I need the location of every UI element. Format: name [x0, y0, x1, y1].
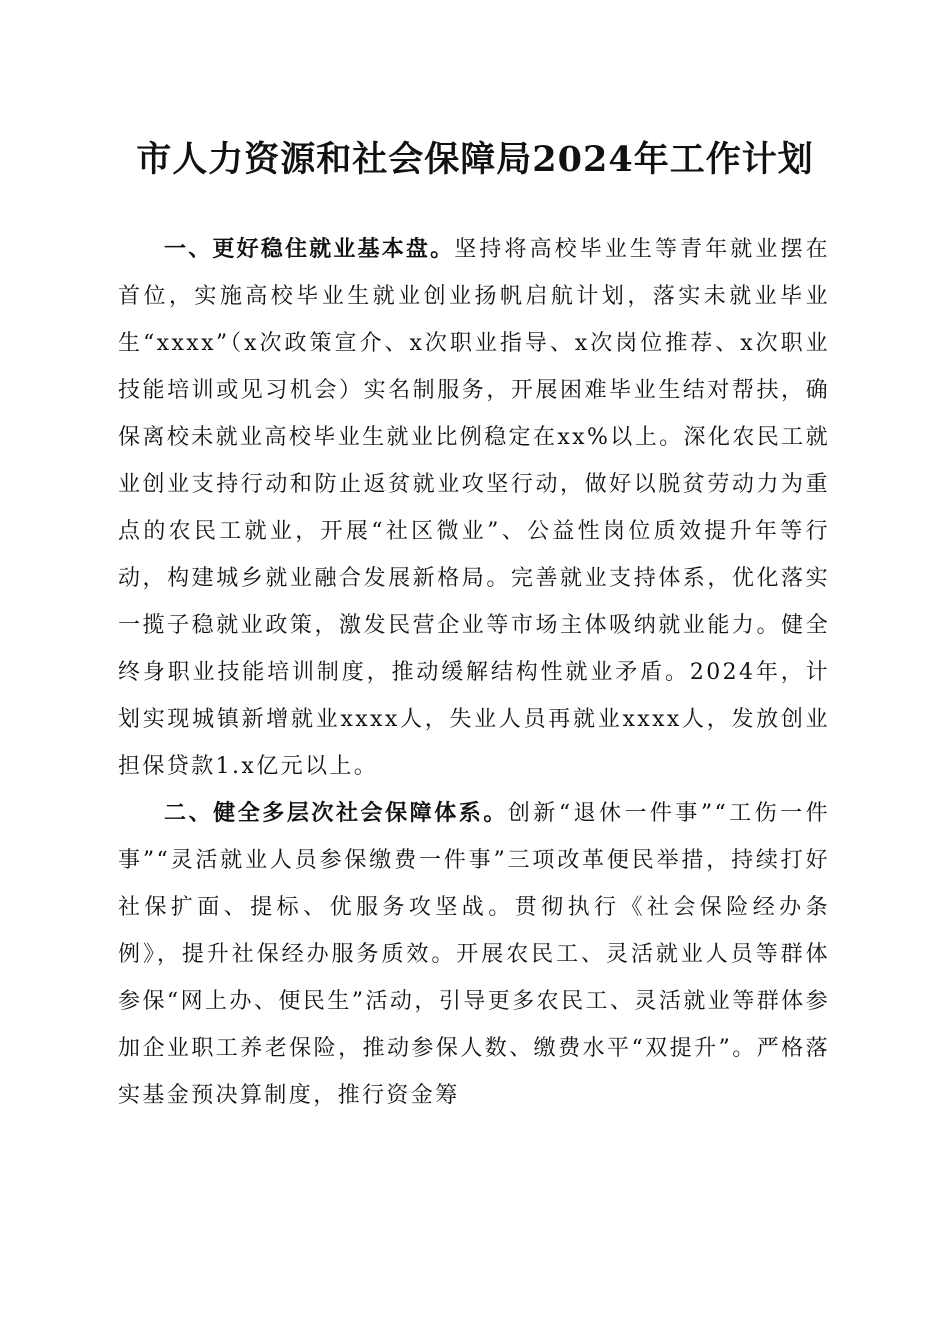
section-text-social-security: 创新“退休一件事”“工伤一件事”“灵活就业人员参保缴费一件事”三项改革便民举措，持续打好社保扩面、提标、优服务攻坚战。贯彻执行《社会保险经办条例》，提升社保经办服务质效。开展农民工、灵活就业人员等群体参保“网上办、便民生”活动，引导更多农民工、灵活就业等群体参加企业职工养老保险，推动参保人数、缴费水平“双提升”。严格落实基金预决算制度，推行资金筹 [118, 801, 830, 1108]
section-paragraph-employment [118, 226, 830, 790]
section-text-employment: 坚持将高校毕业生等青年就业摆在首位，实施高校毕业生就业创业扬帆启航计划，落实未就业毕业生“xxxx”（x次政策宣介、x次职业指导、x次岗位推荐、x次职业技能培训或见习机会）实名制服务，开展困难毕业生结对帮扶，确保离校未就业高校毕业生就业比例稳定在xx%以上。深化农民工就业创业支持行动和防止返贫就业攻坚行动，做好以脱贫劳动力为重点的农民工就业，开展“社区微业”、公益性岗位质效提升年等行动，构建城乡就业融合发展新格局。完善就业支持体系，优化落实一揽子稳就业政策，激发民营企业等市场主体吸纳就业能力。健全终身职业技能培训制度，推动缓解结构性就业矛盾。2024年，计划实现城镇新增就业xxxx人，失业人员再就业xxxx人，发放创业担保贷款1.x亿元以上。 [118, 237, 830, 779]
document-body [118, 226, 830, 1119]
section-paragraph-social-security [118, 790, 830, 1119]
document-title: 市人力资源和社会保障局2024年工作计划 [136, 139, 814, 180]
section-heading-social-security: 二、健全多层次社会保障体系。 [164, 801, 508, 826]
section-heading-employment: 一、更好稳住就业基本盘。 [164, 237, 455, 262]
